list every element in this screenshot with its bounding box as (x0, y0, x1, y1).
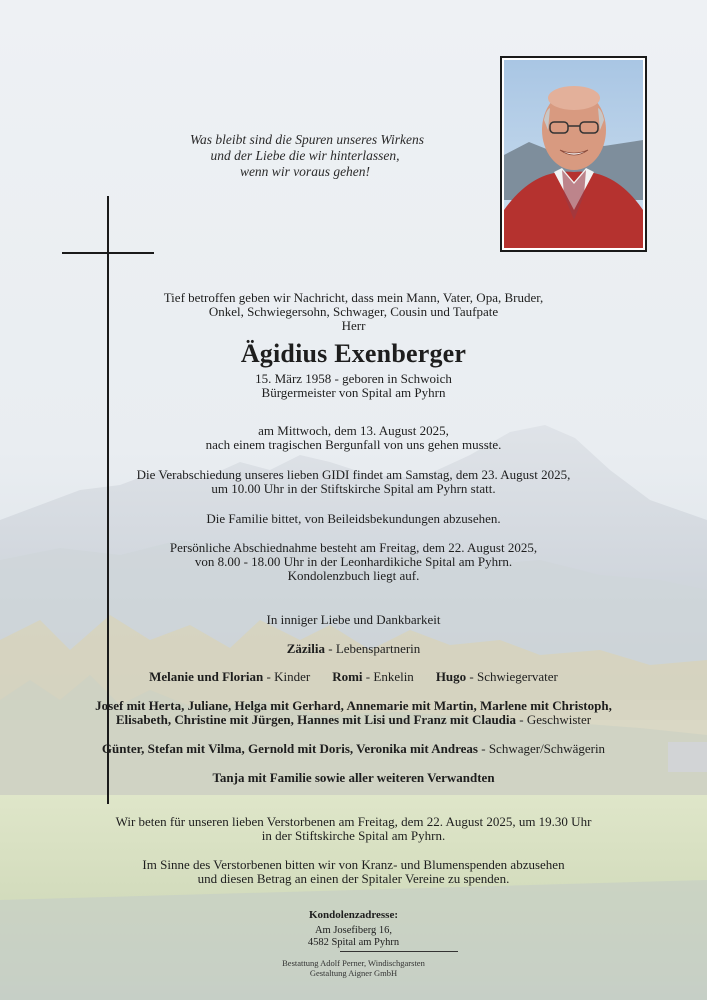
announcement-line: Tief betroffen geben wir Nachricht, dass mein Mann, Vater, Opa, Bruder, (163, 290, 544, 305)
mourner-relation: - Schwiegervater (466, 669, 558, 684)
cross-horizontal (62, 252, 154, 254)
mourner-name: Melanie und Florian (149, 669, 264, 684)
announcement-line: Herr (341, 318, 366, 333)
mourner-relation: - Lebenspartnerin (324, 641, 421, 656)
birth-info: 15. März 1958 - geboren in Schwoich (255, 371, 452, 386)
death-line: am Mittwoch, dem 13. August 2025, (258, 423, 449, 438)
personal-farewell-line: Persönliche Abschiednahme besteht am Freitag, dem 22. August 2025, (169, 540, 538, 555)
footer-divider (340, 951, 458, 952)
mourner-name: Günter, Stefan mit Vilma, Gernold mit Doris, Veronika mit Andreas (101, 741, 478, 756)
footer-line: Bestattung Adolf Perner, Windischgarsten (282, 958, 425, 968)
prayer-line: in der Stiftskirche Spital am Pyhrn. (261, 828, 446, 843)
mourner-relation: - Schwager/Schwägerin (477, 741, 606, 756)
closing-line: In inniger Liebe und Dankbarkeit (266, 612, 441, 627)
condolence-request: Die Familie bittet, von Beileidsbekundungen abzusehen. (206, 511, 501, 526)
address-city: 4582 Spital am Pyhrn (307, 937, 400, 948)
mourner-name: Josef mit Herta, Juliane, Helga mit Gerhard, Annemarie mit Martin, Marlene mit Christoph, (95, 698, 612, 713)
announcement-line: Onkel, Schwiegersohn, Schwager, Cousin und Taufpate (208, 304, 499, 319)
death-line: nach einem tragischen Bergunfall von uns gehen musste. (205, 437, 502, 452)
prayer-line: Wir beten für unseren lieben Verstorbenen am Freitag, dem 22. August 2025, um 19.30 Uhr (115, 814, 592, 829)
donation-line: Im Sinne des Verstorbenen bitten wir von Kranz- und Blumenspenden abzusehen (142, 857, 565, 872)
quote-line: wenn wir voraus gehen! (239, 164, 371, 179)
mourner-relation: - Kinder (263, 669, 311, 684)
mourner-name: Elisabeth, Christine mit Jürgen, Hannes mit Lisi und Franz mit Claudia (115, 712, 517, 727)
mourner-relation: - Geschwister (516, 712, 592, 727)
address-street: Am Josefiberg 16, (314, 925, 393, 936)
farewell-line: um 10.00 Uhr in der Stiftskirche Spital am Pyhrn statt. (211, 481, 496, 496)
deceased-name: Ägidius Exenberger (240, 339, 467, 368)
donation-line: und diesen Betrag an einen der Spitaler Vereine zu spenden. (197, 871, 510, 886)
mourner-kids (0, 669, 707, 684)
mourner-relatives (0, 770, 707, 785)
address-label-text: Kondolenzadresse: (308, 909, 399, 921)
farewell-line: Die Verabschiedung unseres lieben GIDI findet am Samstag, dem 23. August 2025, (136, 467, 571, 482)
mourner-siblings-line (0, 698, 707, 713)
mourner-relation: - Enkelin (362, 669, 414, 684)
address-label (0, 909, 707, 922)
role-info: Bürgermeister von Spital am Pyhrn (261, 385, 446, 400)
personal-farewell-line: Kondolenzbuch liegt auf. (287, 568, 420, 583)
quote-line: Was bleibt sind die Spuren unseres Wirkens (190, 132, 424, 147)
mourner-name: Zäzilia (286, 641, 325, 656)
portrait-image (504, 60, 643, 248)
quote-line: und der Liebe die wir hinterlassen, (210, 148, 400, 163)
memorial-quote (190, 132, 424, 180)
mourner-partner (0, 641, 707, 656)
mourner-siblings-line (0, 712, 707, 727)
mourner-name: Romi (332, 669, 363, 684)
footer-line: Gestaltung Aigner GmbH (309, 968, 398, 978)
mourner-name: Tanja mit Familie sowie aller weiteren Verwandten (212, 770, 495, 785)
personal-farewell-line: von 8.00 - 18.00 Uhr in der Leonhardikiche Spital am Pyhrn. (194, 554, 513, 569)
portrait-photo (500, 56, 647, 252)
mourner-name: Hugo (435, 669, 467, 684)
mourner-inlaws (0, 741, 707, 756)
